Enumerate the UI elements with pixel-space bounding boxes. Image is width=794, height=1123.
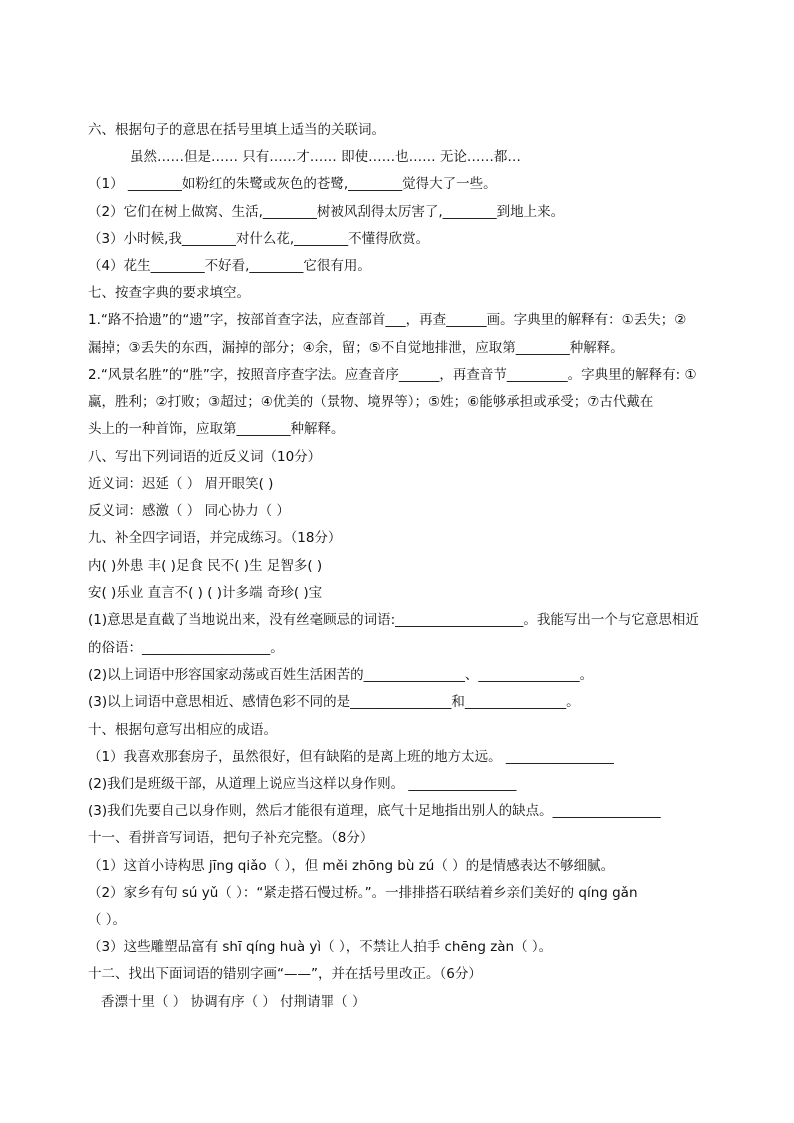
section-10-item-3: (3)我们先要自己以身作则，然后才能很有道理，底气十足地指出别人的缺点。________________ — [88, 803, 661, 819]
idiom-row-1: 内( )外患 丰( )足食 民不( )生 足智多( ) — [88, 558, 323, 574]
section-6-item-1: （1） ________如粉红的朱鹭或灰色的苍鹭,________觉得大了一些。 — [88, 176, 497, 192]
section-12-heading: 十二、找出下面词语的错别字画“——”，并在括号里改正。（6分） — [88, 966, 482, 982]
section-9-q3: (3)以上词语中意思相近、感情色彩不同的是_______________和_______________。 — [88, 694, 580, 710]
section-9-q2: (2)以上词语中形容国家动荡或百姓生活困苦的_______________、_______________。 — [88, 667, 594, 683]
typo-words-row: 香漂十里（ ） 协调有序（ ） 付荆请罪（ ） — [101, 994, 366, 1010]
section-10-item-2: (2)我们是班级干部，从道理上说应当这样以身作则。 ________________ — [88, 776, 517, 792]
section-10-item-1: （1）我喜欢那套房子，虽然很好，但有缺陷的是离上班的地方太远。 ________________ — [88, 749, 614, 765]
section-11-item-2-line1: （2）家乡有句 sú yǔ（ ）：“紧走搭石慢过桥。”。一排排搭石联结着乡亲们美好的 qíng gǎn — [88, 885, 638, 901]
section-7-q2-line1: 2.“风景名胜”的“胜”字，按照音序查字法。应查音序______，再查音节_________。字典里的解释有: ① — [88, 367, 697, 383]
section-6-item-4: （4）花生________不好看,________它很有用。 — [88, 258, 371, 274]
section-11-item-1: （1）这首小诗构思 jīng qiǎo（ ），但 měi zhōng bù zú（ ）的是情感表达不够细腻。 — [88, 858, 615, 874]
section-6-item-2: （2）它们在树上做窝、生活,________树被风刮得太厉害了,________到地上来。 — [88, 204, 565, 220]
section-9-q1-line1: (1)意思是直截了当地说出来，没有丝毫顾忌的词语:___________________。我能写出一个与它意思相近 — [88, 612, 699, 628]
section-7-heading: 七、按查字典的要求填空。 — [88, 285, 250, 301]
section-7-q2-line2: 赢，胜利；②打败；③超过；④优美的（景物、境界等）；⑤姓；⑥能够承担或承受；⑦古代戴在 — [88, 394, 654, 410]
section-7-q2-line3: 头上的一种首饰，应取第________种解释。 — [88, 421, 345, 437]
conjunction-options: 虽然……但是…… 只有……才…… 即使……也…… 无论……都… — [130, 149, 521, 165]
section-7-q1-line1: 1.“路不拾遗”的“遗”字，按部首查字法，应查部首___，再查______画。字典里的解释有：①丢失；② — [88, 312, 687, 328]
section-7-q1-line2: 漏掉；③丢失的东西，漏掉的部分；④余，留；⑤不自觉地排泄，应取第________种解释。 — [88, 340, 624, 356]
section-6-heading: 六、根据句子的意思在括号里填上适当的关联词。 — [88, 122, 385, 138]
section-11-item-2-line2: （ ）。 — [88, 912, 127, 928]
synonym-line: 近义词：迟延（ ） 眉开眼笑( ) — [88, 476, 274, 492]
antonym-line: 反义词：感激（ ） 同心协力（ ） — [88, 503, 290, 519]
section-11-heading: 十一、看拼音写词语，把句子补充完整。（8分） — [88, 830, 374, 846]
section-9-q1-line2: 的俗语：___________________。 — [88, 640, 284, 656]
section-10-heading: 十、根据句意写出相应的成语。 — [88, 722, 277, 738]
idiom-row-2: 安( )乐业 直言不( ) ( )计多端 奇珍( )宝 — [88, 585, 323, 601]
section-6-item-3: （3）小时候,我________对什么花,________不懂得欣赏。 — [88, 231, 430, 247]
section-9-heading: 九、补全四字词语，并完成练习。（18分） — [88, 530, 342, 546]
section-8-heading: 八、写出下列词语的近反义词（10分） — [88, 449, 322, 465]
section-11-item-3: （3）这些雕塑品富有 shī qíng huà yì（ ），不禁让人拍手 chēng zàn（ ）。 — [88, 939, 553, 955]
